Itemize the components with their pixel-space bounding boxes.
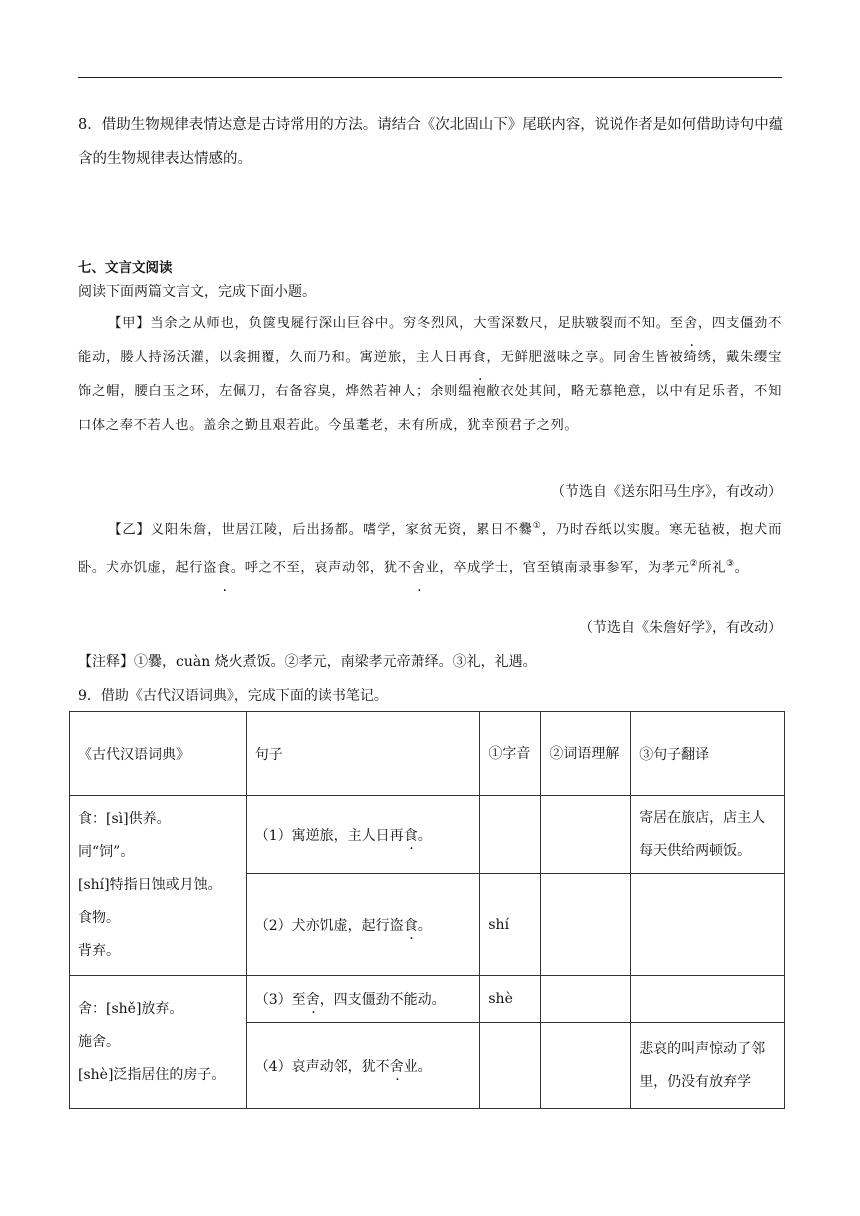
- question-9: 9．借助《古代汉语词典》，完成下面的读书笔记。: [78, 688, 388, 704]
- table-header-row: [70, 712, 785, 796]
- reading-notes-table: [69, 711, 785, 1109]
- meaning-answer-2[interactable]: [541, 874, 631, 976]
- section-title: 七、文言文阅读: [78, 260, 173, 276]
- sound-answer-2[interactable]: shí: [480, 874, 541, 976]
- dotted-char: 食: [216, 560, 231, 576]
- translation-1: 寄居在旅店，店主人每天供给两顿饭。: [631, 796, 785, 874]
- sound-answer-4[interactable]: [480, 1023, 541, 1109]
- passage-yi: 【乙】义阳朱詹，世居江陵，后出扬都。嗜学，家贫无资，累日不爨①，乃时吞纸以实腹。寒无毡被，抱犬而卧。犬亦饥虚，起行盗食。呼之不至，哀声动邻，犹不舍业，卒成学士，官至镇南录事参军，为孝元②所礼③。: [78, 521, 783, 576]
- header-dictionary: 《古代汉语词典》: [70, 712, 247, 796]
- source-yi: （节选自《朱詹好学》，有改动）: [579, 620, 782, 636]
- dotted-char: 舍: [411, 560, 426, 576]
- definition-shi: 食：[sì]供养。 同“饲”。 [shí]特指日蚀或月蚀。 食物。 背弃。: [70, 796, 247, 976]
- meaning-answer-1[interactable]: [541, 796, 631, 874]
- definition-she: 舍：[shě]放弃。 施舍。 [shè]泛指居住的房子。: [70, 976, 247, 1109]
- table-row: [70, 976, 785, 1023]
- meaning-answer-3[interactable]: [541, 976, 631, 1023]
- sentence-4: （4）哀声动邻，犹不舍业。: [246, 1023, 480, 1109]
- header-sentence: 句子: [246, 712, 480, 796]
- header-rule: [78, 77, 782, 78]
- passage-jia: 【甲】当余之从师也，负箧曳屣行深山巨谷中。穷冬烈风，大雪深数尺，足肤皲裂而不知。至舍，四支僵劲不能动，媵人持汤沃灌，以衾拥覆，久而乃和。寓逆旅，主人日再食，无鲜肥滋味之享。同舍生皆被绮绣，戴朱缨宝饰之帽，腰白玉之环，左佩刀，右备容臭，烨然若神人；余则缊袍敝衣处其间，略无慕艳意，以中有足乐者，不知口体之奉不若人也。盖余之勤且艰若此。今虽耄老，未有所成，犹幸预君子之列。: [78, 316, 782, 433]
- source-jia: （节选自《送东阳马生序》，有改动）: [551, 484, 782, 500]
- sentence-2: （2）犬亦饥虚，起行盗食。: [246, 874, 480, 976]
- translation-2[interactable]: [631, 874, 785, 976]
- meaning-answer-4[interactable]: [541, 1023, 631, 1109]
- translation-3[interactable]: [631, 976, 785, 1023]
- annotation-note: 【注释】①爨，cuàn 烧火煮饭。②孝元，南梁孝元帝萧绎。③礼，礼遇。: [78, 654, 537, 670]
- sound-answer-1[interactable]: [480, 796, 541, 874]
- header-translation: ③句子翻译: [631, 712, 785, 796]
- dotted-char: 舍: [683, 316, 698, 331]
- translation-4: 悲哀的叫声惊动了邻里，仍没有放弃学: [631, 1023, 785, 1109]
- reading-intro: 阅读下面两篇文言文，完成下面小题。: [78, 284, 316, 300]
- header-sound: ①字音: [480, 712, 541, 796]
- question-8: 8．借助生物规律表情达意是古诗常用的方法。请结合《次北固山下》尾联内容，说说作者是如何借助诗句中蕴含的生物规律表达情感的。: [78, 117, 784, 167]
- dotted-char: 食: [472, 350, 487, 365]
- header-meaning: ②词语理解: [541, 712, 631, 796]
- sentence-3: （3）至舍，四支僵劲不能动。: [246, 976, 480, 1023]
- table-row: [70, 796, 785, 874]
- sentence-1: （1）寓逆旅，主人日再食。: [246, 796, 480, 874]
- sound-answer-3: shè: [480, 976, 541, 1023]
